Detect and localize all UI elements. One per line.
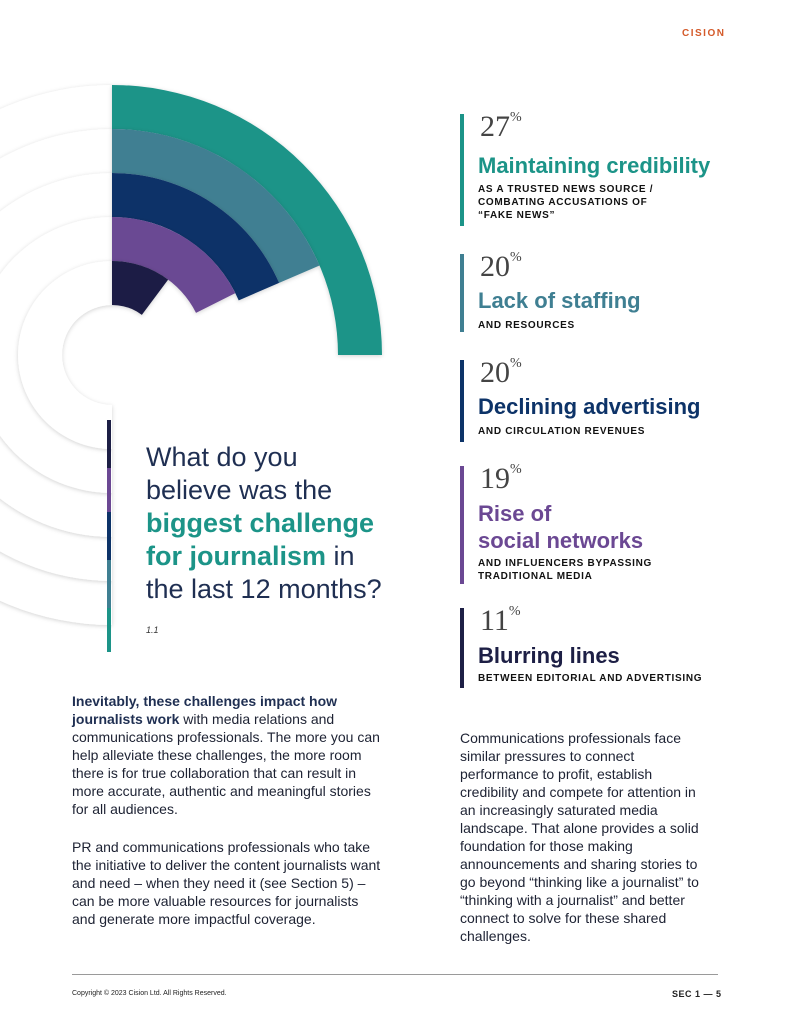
stat-unit: % [510, 462, 522, 477]
stat-subtext-line: “FAKE NEWS” [478, 210, 556, 221]
accent-bar-3 [107, 512, 111, 560]
right-paragraph-1: Communications professionals face similar pressures to connect performance to profit, establish credibility and compete for attention in an increasingly saturated media landscape. That alone provides a solid foundation for those making announcements and sharing stories to go beyond “thinking like a journalist” to “thinking with a journalist” and better connect to solve for these shared challenges. [460, 730, 699, 944]
stat-number: 27 [480, 110, 510, 143]
stat-heading-line: Rise of [478, 501, 552, 526]
question-highlight-1: biggest challenge [146, 508, 375, 538]
stat-subtext [478, 319, 575, 332]
stat-value [480, 356, 522, 390]
stat-subtext [478, 425, 645, 438]
stat-heading: Lack of staffing [478, 288, 641, 313]
stat-number: 20 [480, 250, 510, 283]
stat-heading-line: social networks [478, 528, 644, 553]
stat-accent-bar [460, 466, 464, 584]
stat-unit: % [508, 604, 521, 619]
left-paragraph-1 [72, 692, 387, 818]
accent-bar-1 [107, 420, 111, 468]
stat-heading: Maintaining credibility [478, 153, 711, 178]
stat-subtext-line: COMBATING ACCUSATIONS OF [478, 197, 648, 208]
accent-bar-4 [107, 560, 111, 608]
stat-accent-bar [460, 254, 464, 332]
stat-number: 20 [480, 356, 510, 389]
stat-value [480, 110, 522, 144]
stat-unit: % [510, 250, 522, 265]
accent-bar-2 [107, 468, 111, 512]
stat-unit: % [510, 356, 522, 371]
data-arcs [112, 85, 382, 355]
left-paragraph-1-text: with media relations and communications professionals. The more you can help alleviate these challenges, the more room there is for true collaboration that can result in more accurate, authentic and meaningful stories for all audiences. [72, 711, 380, 817]
left-paragraph-1-bold: Inevitably, these challenges impact how journalists work [72, 693, 338, 727]
stat-accent-bar [460, 608, 464, 688]
stat-subtext-line: AND RESOURCES [478, 320, 575, 331]
footer-rule [72, 974, 718, 975]
stat-subtext [478, 557, 652, 583]
stat-accent-bar [460, 114, 464, 226]
question-highlight-2: for journalism [146, 541, 327, 571]
copyright: Copyright © 2023 Cision Ltd. All Rights Reserved. [72, 990, 227, 997]
stat-subtext-line: AND CIRCULATION REVENUES [478, 426, 646, 437]
page-number: SEC 1 — 5 [672, 989, 722, 999]
question-line-2: believe was the [146, 475, 333, 505]
stat-number: 19 [480, 462, 510, 495]
question-line-4: the last 12 months? [146, 574, 382, 604]
stat-subtext-line: AND INFLUENCERS BYPASSING [478, 558, 652, 569]
stat-subtext [478, 672, 702, 685]
stat-heading: Blurring lines [478, 643, 620, 668]
chart-id: 1.1 [146, 625, 159, 635]
question-line-1: What do you [146, 442, 298, 472]
background-rings [0, 85, 112, 625]
left-paragraph-2: PR and communications professionals who take the initiative to deliver the content journalists want and need – when they need it (see Section 5) – can be more valuable resources for journalists and generate more impactful coverage. [72, 839, 381, 927]
stat-subtext [478, 183, 653, 222]
accent-bar-5 [107, 608, 111, 652]
stat-unit: % [510, 110, 522, 125]
stat-subtext-line: TRADITIONAL MEDIA [478, 571, 593, 582]
stat-value [480, 462, 522, 496]
stat-heading: Declining advertising [478, 394, 701, 419]
stat-value [480, 604, 521, 638]
stat-subtext-line: AS A TRUSTED NEWS SOURCE / [478, 184, 654, 195]
stat-heading [478, 500, 643, 554]
cision-logo: CISION [682, 28, 726, 39]
stat-subtext-line: BETWEEN EDITORIAL AND ADVERTISING [478, 673, 703, 684]
survey-question [146, 441, 426, 606]
question-line-3-suffix: in [326, 541, 355, 571]
stat-accent-bar [460, 360, 464, 442]
stat-number: 11 [480, 604, 509, 637]
stat-value [480, 250, 522, 284]
